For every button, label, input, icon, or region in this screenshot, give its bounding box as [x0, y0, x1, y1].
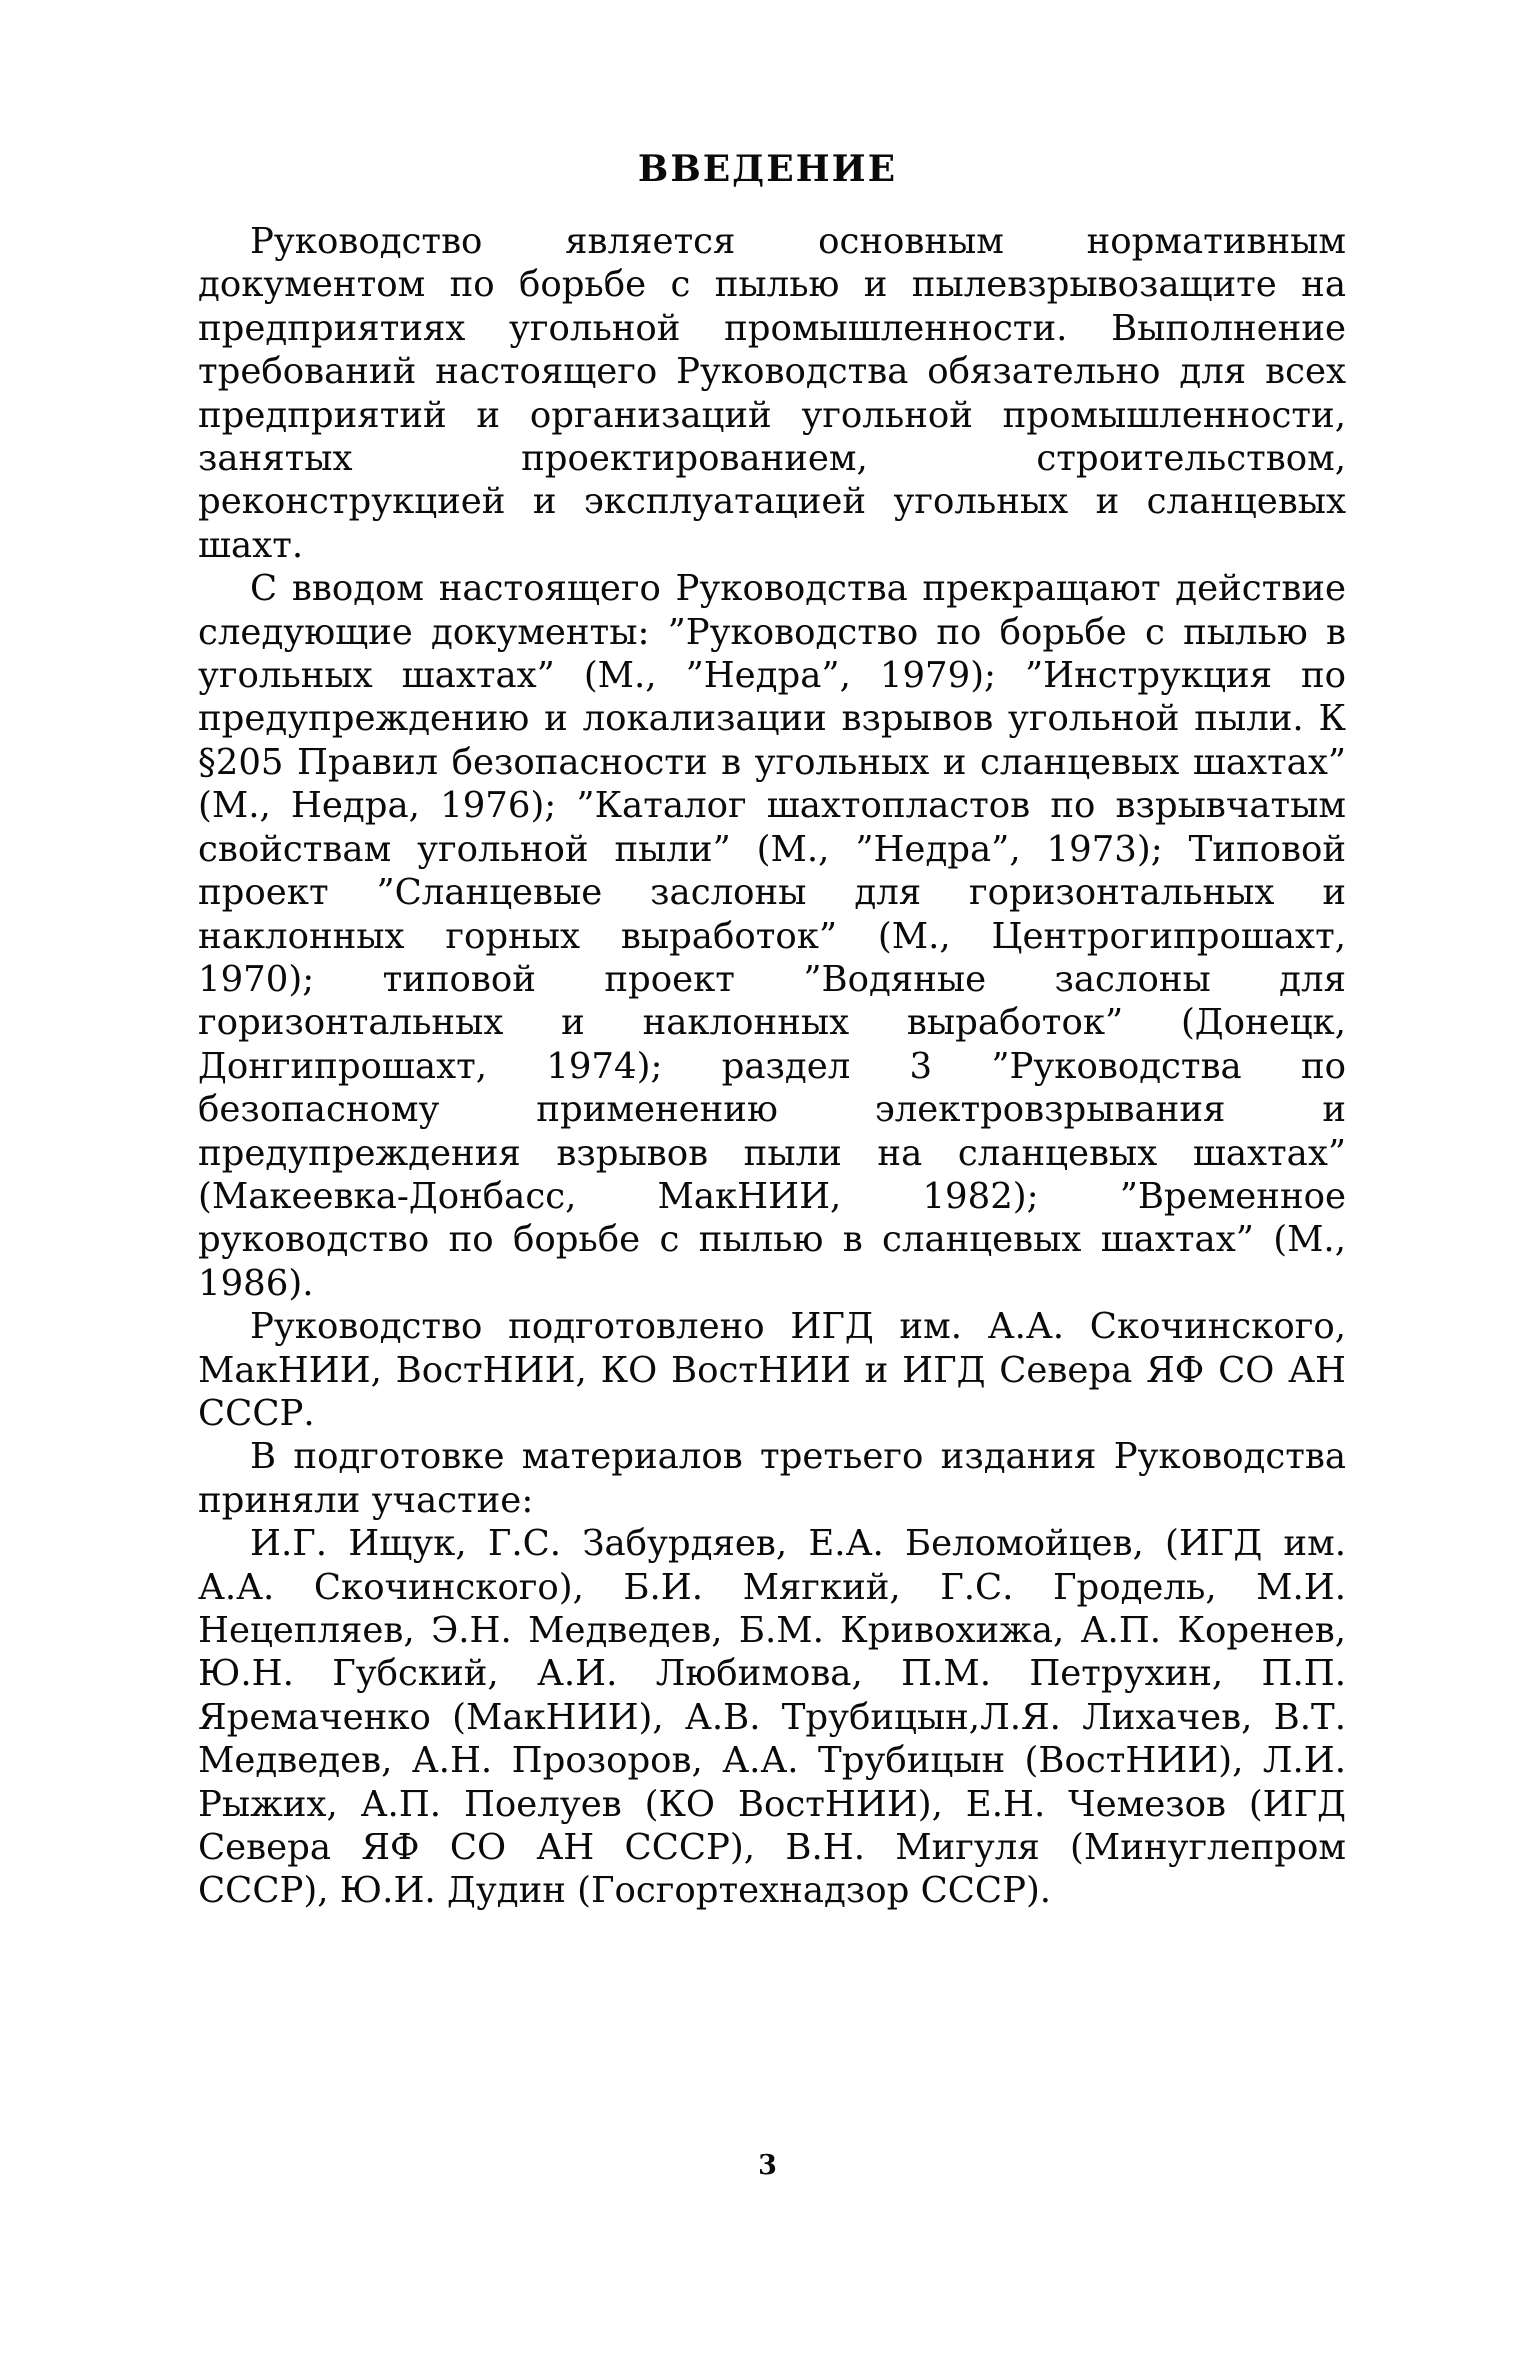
paragraph-participants-list: И.Г. Ищук, Г.С. Забурдяев, Е.А. Беломойцев, (ИГД им. А.А. Скочинского), Б.И. Мягкий, Г.С. Гродель, М.И. Нецепляев, Э.Н. Медведев, Б.М. Кривохижа, А.П. Коренев, Ю.Н. Губский, А.И. Любимова, П.М. Петрухин, П.П. Яремаченко (МакНИИ), А.В. Трубицын,Л.Я. Лихачев, В.Т. Медведев, А.Н. Прозоров, А.А. Трубицын (ВостНИИ), Л.И. Рыжих, А.П. Поелуев (КО ВостНИИ), Е.Н. Чемезов (ИГД Севера ЯФ СО АН СССР), В.Н. Мигуля (Минуглепром СССР), Ю.И. Дудин (Госгортехнадзор СССР). [198, 1523, 1346, 1912]
paragraph-participants-intro: В подготовке материалов третьего издания Руководства приняли участие: [198, 1436, 1346, 1521]
paragraph-superseded-documents: С вводом настоящего Руководства прекращают действие следующие документы: ”Руководство по борьбе с пылью в угольных шахтах” (М., ”Недра”, 1979); ”Инструкция по предупреждению и локализации взрывов угольной пыли. К §205 Правил безопасности в угольных и сланцевых шахтах” (М., Недра, 1976); ”Каталог шахтопластов по взрывчатым свойствам угольной пыли” (М., ”Недра”, 1973); Типовой проект ”Сланцевые заслоны для горизонтальных и наклонных горных выработок” (М., Центрогипрошахт, 1970); типовой проект ”Водяные заслоны для горизонтальных и наклонных выработок” (Донецк, Донгипрошахт, 1974); раздел 3 ”Руководства по безопасному применению электровзрывания и предупреждения взрывов пыли на сланцевых шахтах” (Макеевка-Донбасс, МакНИИ, 1982); ”Временное руководство по борьбе с пылью в сланцевых шахтах” (М., 1986). [198, 568, 1346, 1304]
paragraph-scope: Руководство является основным нормативным документом по борьбе с пылью и пылевзрывозащите на предприятиях угольной промышленности. Выполнение требований настоящего Руководства обязательно для всех предприятий и организаций угольной промышленности, занятых проектированием, строительством, реконструкцией и эксплуатацией угольных и сланцевых шахт. [198, 221, 1346, 566]
paragraph-prepared-by: Руководство подготовлено ИГД им. А.А. Скочинского, МакНИИ, ВостНИИ, КО ВостНИИ и ИГД Севера ЯФ СО АН СССР. [198, 1306, 1346, 1434]
body-text [198, 220, 1346, 1913]
page-title: ВВЕДЕНИЕ [637, 148, 898, 190]
page-number: 3 [758, 2150, 777, 2181]
